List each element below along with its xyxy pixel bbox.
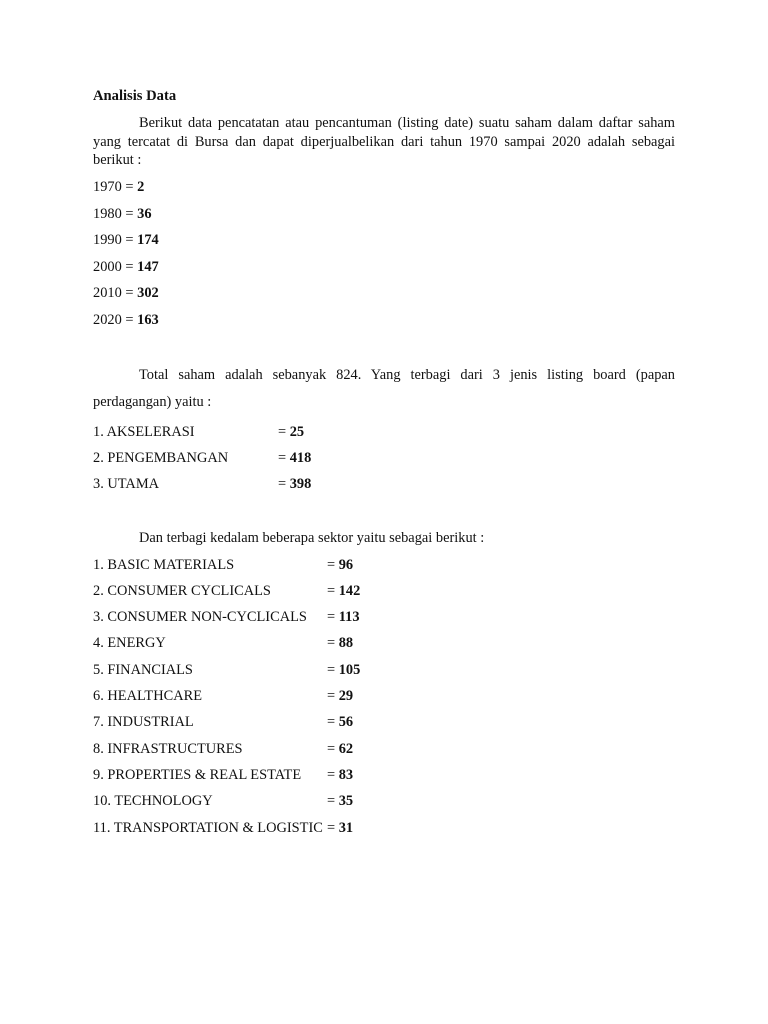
sector-count: 31 [338, 820, 354, 836]
sector-row [93, 556, 354, 574]
sector-label: 5. FINANCIALS [93, 662, 193, 678]
year-row [93, 311, 159, 329]
document-heading: Analisis Data [93, 88, 177, 104]
board-row [93, 475, 312, 493]
equals-sign: = [125, 312, 134, 328]
sector-label: 8. INFRASTRUCTURES [93, 741, 243, 757]
sector-row [93, 766, 354, 784]
equals-sign: = [327, 609, 336, 625]
board-row [93, 449, 312, 467]
equals-sign: = [327, 557, 336, 573]
sector-count: 35 [338, 793, 354, 809]
sector-value [327, 687, 353, 705]
sector-value [327, 766, 353, 784]
sector-label: 7. INDUSTRIAL [93, 714, 194, 730]
sector-row [93, 819, 354, 837]
sector-count: 142 [338, 583, 361, 599]
sector-label: 1. BASIC MATERIALS [93, 557, 235, 573]
equals-sign: = [327, 820, 336, 836]
year-row [93, 231, 159, 249]
sector-row [93, 661, 361, 679]
equals-sign: = [327, 767, 336, 783]
equals-sign: = [278, 476, 287, 492]
equals-sign: = [125, 179, 134, 195]
sector-value [327, 713, 353, 731]
equals-sign: = [125, 206, 134, 222]
board-count: 25 [289, 424, 305, 440]
sector-row [93, 582, 361, 600]
year-row [93, 284, 159, 302]
total-paragraph [93, 362, 675, 416]
board-value [278, 475, 311, 493]
sector-label: 9. PROPERTIES & REAL ESTATE [93, 767, 302, 783]
year-count: 302 [137, 285, 159, 301]
equals-sign: = [125, 232, 134, 248]
sector-value [327, 634, 353, 652]
total-paragraph-text: Total saham adalah sebanyak 824. Yang terbagi dari 3 jenis listing board (papan perdagangan) yaitu : [93, 367, 675, 410]
sector-value [327, 819, 353, 837]
sector-label: 11. TRANSPORTATION & LOGISTIC [93, 820, 323, 836]
board-label: 3. UTAMA [93, 476, 160, 492]
sector-count: 88 [338, 635, 354, 651]
sector-count: 56 [338, 714, 354, 730]
board-value [278, 423, 304, 441]
sector-paragraph-text: Dan terbagi kedalam beberapa sektor yaitu sebagai berikut : [139, 530, 485, 546]
sector-row [93, 740, 354, 758]
sector-label: 3. CONSUMER NON-CYCLICALS [93, 609, 307, 625]
year-count: 147 [137, 259, 159, 275]
year-label: 2020 [93, 312, 122, 328]
sector-value [327, 740, 353, 758]
intro-paragraph [93, 114, 675, 170]
sector-row [93, 713, 354, 731]
sector-paragraph [93, 529, 675, 548]
year-count: 2 [137, 179, 145, 195]
year-label: 2010 [93, 285, 122, 301]
equals-sign: = [327, 688, 336, 704]
equals-sign: = [327, 714, 336, 730]
equals-sign: = [327, 583, 336, 599]
sector-label: 4. ENERGY [93, 635, 166, 651]
sector-value [327, 792, 353, 810]
equals-sign: = [327, 662, 336, 678]
sector-count: 29 [338, 688, 354, 704]
sector-value [327, 661, 360, 679]
sector-count: 105 [338, 662, 361, 678]
sector-label: 2. CONSUMER CYCLICALS [93, 583, 271, 599]
board-label: 2. PENGEMBANGAN [93, 450, 229, 466]
sector-row [93, 687, 354, 705]
board-value [278, 449, 311, 467]
sector-label: 6. HEALTHCARE [93, 688, 202, 704]
year-row [93, 205, 152, 223]
year-label: 1980 [93, 206, 122, 222]
equals-sign: = [327, 741, 336, 757]
sector-count: 62 [338, 741, 354, 757]
year-label: 1990 [93, 232, 122, 248]
year-count: 174 [137, 232, 159, 248]
year-label: 2000 [93, 259, 122, 275]
equals-sign: = [278, 450, 287, 466]
intro-paragraph-text: Berikut data pencatatan atau pencantuman (listing date) suatu saham dalam daftar saham yang tercatat di Bursa dan dapat diperjualbelikan dari tahun 1970 sampai 2020 adalah sebagai berikut : [93, 115, 675, 168]
sector-value [327, 582, 360, 600]
sector-value [327, 556, 353, 574]
sector-label: 10. TECHNOLOGY [93, 793, 213, 809]
year-label: 1970 [93, 179, 122, 195]
board-row [93, 423, 305, 441]
year-count: 163 [137, 312, 159, 328]
year-count: 36 [137, 206, 152, 222]
equals-sign: = [125, 285, 134, 301]
sector-count: 83 [338, 767, 354, 783]
sector-row [93, 608, 360, 626]
board-count: 398 [289, 476, 312, 492]
board-count: 418 [289, 450, 312, 466]
equals-sign: = [327, 635, 336, 651]
year-row [93, 258, 159, 276]
sector-row [93, 792, 354, 810]
sector-count: 96 [338, 557, 354, 573]
equals-sign: = [278, 424, 287, 440]
sector-row [93, 634, 354, 652]
equals-sign: = [125, 259, 134, 275]
equals-sign: = [327, 793, 336, 809]
year-row [93, 178, 144, 196]
sector-count: 113 [338, 609, 360, 625]
sector-value [327, 608, 360, 626]
board-label: 1. AKSELERASI [93, 424, 195, 440]
